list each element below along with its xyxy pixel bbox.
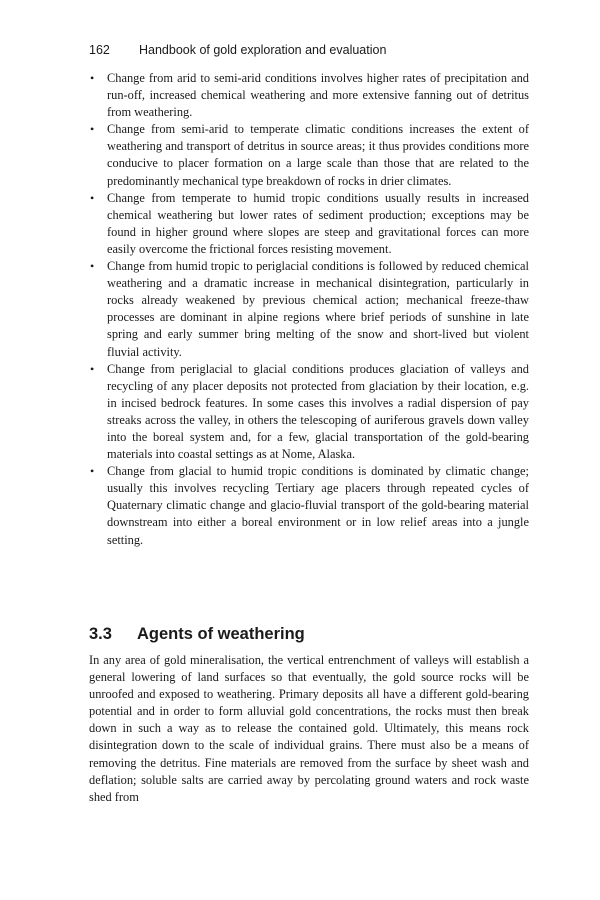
section-number: 3.3 [89,625,112,643]
section-title: Agents of weathering [137,625,305,643]
bullet-dot-icon: • [90,259,95,274]
bullet-text: Change from periglacial to glacial conditions produces glaciation of valleys and recycling of any placer deposits not protected from glaciation by their location, e.g. in incised bedrock features. In some cases this involves a radial dispersion of pay streaks across the valley, in others the telescoping of auriferous gravels down valley into the boreal system and, for a few, glacial transportation of the gold-bearing materials into coastal settings as at Nome, Alaska. [107,361,529,462]
bullet-item [89,361,529,464]
bullet-item [89,463,529,548]
bullet-text: Change from arid to semi-arid conditions involves higher rates of precipitation and run-off, increased chemical weathering and more extensive fanning out of detritus from weathering. [107,71,529,120]
section-heading [89,623,529,645]
body-paragraph: In any area of gold mineralisation, the vertical entrenchment of valleys will establish a general lowering of land surfaces so that eventually, the gold source rocks will be unroofed and exposed to weathering. Primary deposits all have a different gold-bearing potential and in order to form alluvial gold concentrations, the rocks must then break down in such a way as to release the contained gold. Ultimately, this means rock disintegration down to the scale of individual grains. There must also be a means of removing the detritus. Fine materials are removed from the surface by sheet wash and deflation; soluble salts are carried away by percolating ground waters and rock waste shed from [89,653,529,804]
bullet-item [89,258,529,361]
bullet-dot-icon: • [90,361,95,376]
climate-change-bullet-list [89,70,529,549]
bullet-item [89,190,529,258]
bullet-text: Change from glacial to humid tropic conditions is dominated by climatic change; usually this involves recycling Tertiary age placers through repeated cycles of Quaternary climatic change and glacio-fluvial transport of the gold-bearing material downstream into either a boreal environment or in low relief areas into a jungle setting. [107,464,529,547]
bullet-item [89,70,529,121]
bullet-text: Change from temperate to humid tropic conditions usually results in increased chemical weathering but lower rates of sediment production; exceptions may be found in higher ground where slopes are steep and gravitational forces can more easily overcome the frictional forces resisting movement. [107,190,529,256]
bullet-dot-icon: • [90,464,95,479]
running-header [89,42,529,58]
bullet-dot-icon: • [90,71,95,85]
bullet-item [89,121,529,189]
bullet-dot-icon: • [90,190,95,205]
bullet-dot-icon: • [90,122,95,137]
book-title: Handbook of gold exploration and evaluation [139,43,387,57]
page-number: 162 [89,43,110,57]
bullet-text: Change from semi-arid to temperate climatic conditions increases the extent of weathering and transport of detritus in source areas; it thus provides conditions more conducive to placer formation on a large scale than those that are related to the predominantly mechanical type breakdown of rocks in drier climates. [107,122,529,188]
bullet-text: Change from humid tropic to periglacial conditions is followed by reduced chemical weathering and a dramatic increase in mechanical disintegration, particularly in rocks already weakened by previous chemical action; mechanical freeze-thaw processes are dominant in alpine regions where brief periods of sunshine in late spring and early summer bring melting of the snow and short-lived but violent fluvial activity. [107,259,529,359]
